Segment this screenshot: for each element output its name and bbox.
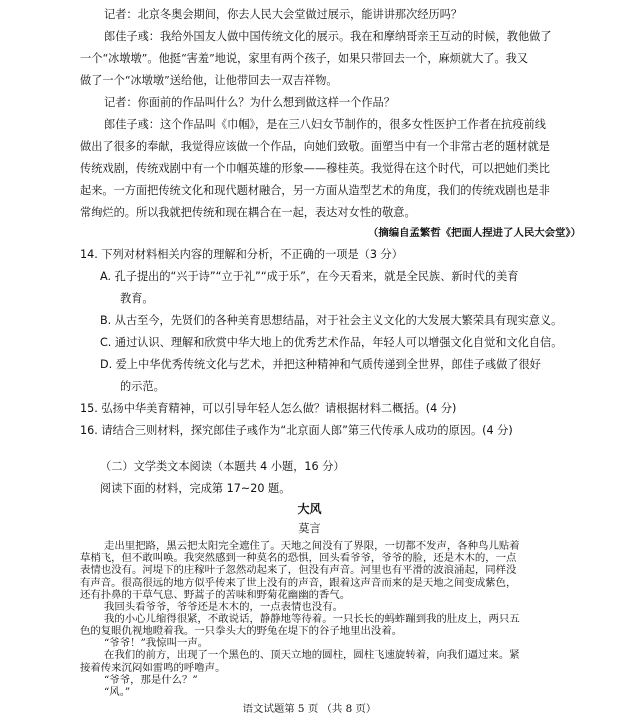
section-instruction: 阅读下面的材料，完成第 17~20 题。: [100, 482, 291, 495]
page-footer: 语文试题第 5 页 （共 8 页）: [242, 703, 377, 715]
story-author: 莫言: [298, 522, 321, 535]
question-15: 15. 弘扬中华美育精神，可以引导年轻人怎么做？请根据材料二概括。(4 分): [80, 402, 457, 415]
question-14-option-c: C. 通过认识、理解和欣赏中华大地上的优秀艺术作品，年轻人可以增强文化自觉和文化自信。: [100, 336, 563, 349]
question-16: 16. 请结合三则材料，探究郎佳子彧作为“北京面人郎”第三代传承人成功的原因。(4 分): [80, 424, 513, 437]
story-line: 还有扑鼻的干草气息、野蒿子的苦味和野菊花幽幽的香气。: [80, 588, 351, 601]
interview-line: 记者：北京冬奥会期间，你去人民大会堂做过展示，能讲讲那次经历吗？: [104, 8, 463, 21]
interview-line: 一个“冰墩墩”。他挺“害羞”地说，家里有两个孩子，如果只带回去一个，麻烦就大了。我又: [80, 52, 529, 65]
interview-line: 常绚烂的。所以我就把传统和现在耦合在一起，表达对女性的敬意。: [80, 206, 416, 219]
story-line: 草梢飞，但不敢叫唤。我突然感到一种莫名的恐惧，回头看爷爷，爷爷的脸，还是木木的，一点: [80, 552, 517, 565]
story-line: “爷爷，那是什么？”: [104, 673, 198, 686]
story-line: 表情也没有。河堤下的庄稼叶子忽然动起来了，但没有声音。河里也有平滑的波浪涌起，同样没: [80, 564, 517, 577]
question-14-option-a-cont: 教育。: [120, 292, 154, 305]
story-line: 色的复眼仇视地瞪着我。一只拳头大的野兔在堤下的谷子地里出没着。: [80, 625, 403, 638]
interview-line: 郎佳子彧：我给外国友人做中国传统文化的展示。我在和摩纳哥亲王互动的时候，教他做了: [104, 30, 552, 43]
story-line: 接着传来沉闷如雷鸣的呼噜声。: [80, 661, 226, 674]
story-line: 走出里把路，黑云把太阳完全遮住了。天地之间没有了界限，一切都不发声，各种鸟儿贴着: [104, 540, 520, 552]
story-title: 大风: [297, 502, 322, 516]
question-14-stem: 14. 下列对材料相关内容的理解和分析，不正确的一项是（3 分）: [80, 248, 403, 261]
story-line: 我的小心儿缩得很紧，不敢说话，静静地等待着。一只长长的蚂蚱蹦到我的肚皮上，两只五: [104, 612, 520, 625]
interview-line: 起来。一方面把传统文化和现代题材融合，另一方面从造型艺术的角度，我们的传统戏剧也是非: [80, 184, 550, 197]
story-line: 在我们的前方，出现了一个黑色的、顶天立地的圆柱，圆柱飞速旋转着，向我们逼过来。紧: [104, 649, 520, 662]
question-14-option-a: A. 孔子提出的“兴于诗”“立于礼”“成于乐”，在今天看来，就是全民族、新时代的美育: [100, 270, 519, 283]
story-line: 有声音。很高很远的地方似乎传来了世上没有的声音，跟着这声音而来的是天地之间变成紫色，: [80, 576, 517, 589]
story-line: “爷爷！”我惊叫一声。: [104, 637, 209, 650]
story-line: “风。”: [104, 685, 131, 698]
interview-line: 郎佳子彧：这个作品叫《巾帼》，是在三八妇女节制作的，很多女性医护工作者在抗疫前线: [104, 118, 546, 131]
question-14-option-d-cont: 的示范。: [120, 380, 165, 393]
interview-line: 记者：你面前的作品叫什么？为什么想到做这样一个作品？: [104, 96, 395, 109]
story-line: 我回头看爷爷，爷爷还是木木的，一点表情也没有。: [104, 600, 343, 613]
interview-line: 做了一个“冰墩墩”送给他，让他带回去一双吉祥物。: [80, 74, 338, 87]
question-14-option-d: D. 爱上中华优秀传统文化与艺术，并把这种精神和气质传递到全世界，郎佳子彧做了很好: [100, 358, 541, 371]
section-heading: （二）文学类文本阅读（本题共 4 小题，16 分）: [100, 460, 345, 473]
interview-line: 传统戏剧，传统戏剧中有一个巾帼英雄的形象——穆桂英。我觉得在这个时代，可以把她们类比: [80, 162, 550, 175]
question-14-option-b: B. 从古至今，先贤们的各种美育思想结晶，对于社会主义文化的大发展大繁荣具有现实意义。: [100, 314, 563, 327]
interview-line: 做出了很多的奉献，我觉得应该做一个作品，向她们致敬。面塑当中有一个非常古老的题材就是: [80, 140, 550, 153]
source-citation: （摘编自孟繁哲《把面人捏进了人民大会堂》）: [367, 227, 581, 239]
